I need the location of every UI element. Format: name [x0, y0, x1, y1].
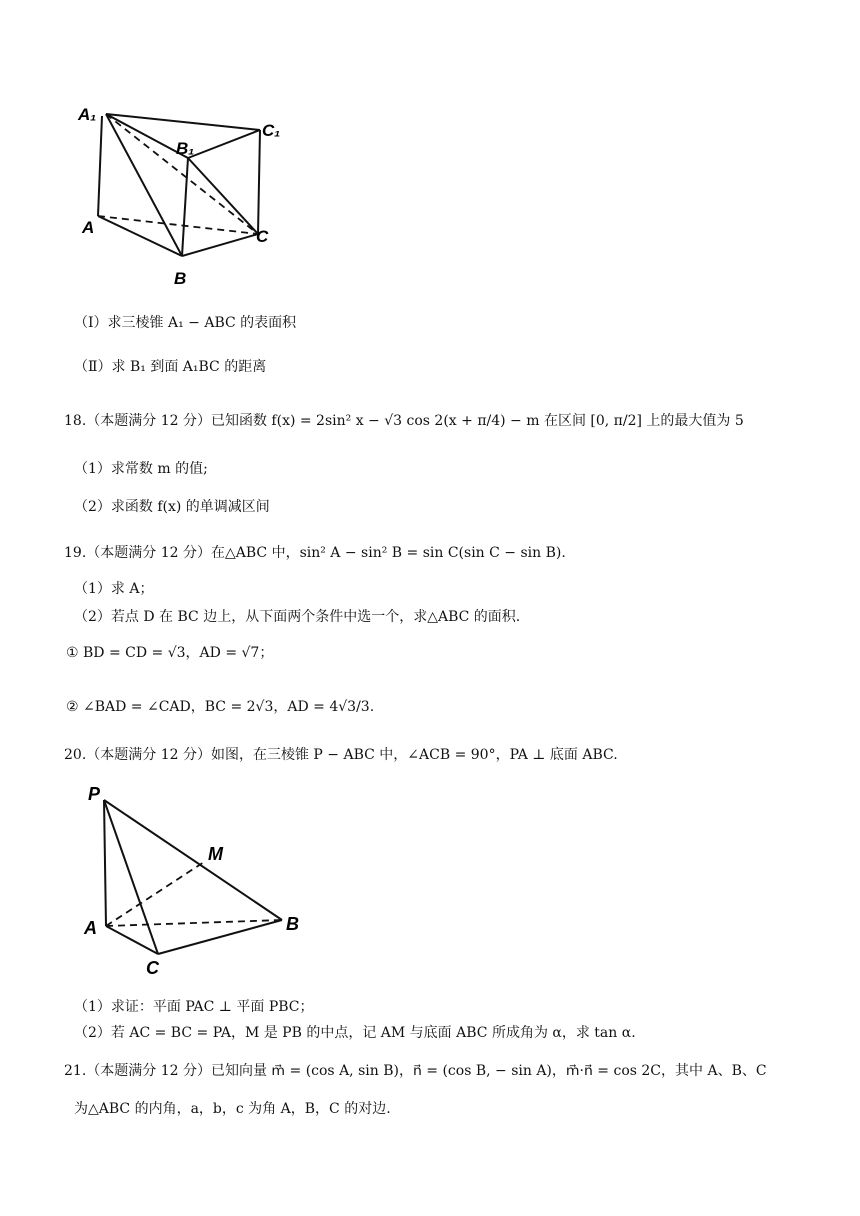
label-b: B [286, 914, 299, 934]
q17-part1: （Ⅰ）求三棱锥 A₁ − ABC 的表面积 [74, 315, 297, 331]
q18-part2: （2）求函数 f(x) 的单调减区间 [74, 499, 270, 515]
q19-part1: （1）求 A； [74, 581, 154, 597]
q17-part2: （Ⅱ）求 B₁ 到面 A₁BC 的距离 [74, 359, 267, 375]
prism-figure [70, 96, 310, 296]
q19-stem: 19.（本题满分 12 分）在△ABC 中，sin² A − sin² B = sin C(sin C − sin B). [64, 545, 566, 561]
label-b1: B₁ [176, 139, 195, 158]
label-a: A [82, 218, 95, 237]
label-c: C [256, 227, 269, 246]
q19-cond1: ① BD = CD = √3，AD = √7； [66, 645, 274, 661]
label-b: B [174, 269, 187, 288]
q21-line2: 为△ABC 的内角，a，b，c 为角 A，B，C 的对边. [74, 1101, 391, 1117]
label-c1: C₁ [262, 121, 281, 140]
label-a1: A₁ [78, 105, 97, 124]
label-m: M [208, 844, 223, 864]
q18-stem: 18.（本题满分 12 分）已知函数 f(x) = 2sin² x − √3 cos 2(x + π/4) − m 在区间 [0, π/2] 上的最大值为 5 [64, 413, 744, 429]
q18-part1: （1）求常数 m 的值; [74, 461, 208, 477]
q20-part1: （1）求证：平面 PAC ⊥ 平面 PBC； [74, 999, 314, 1015]
q19-part2: （2）若点 D 在 BC 边上，从下面两个条件中选一个，求△ABC 的面积. [74, 609, 521, 625]
pyramid-figure [76, 778, 316, 978]
q21-line1: 21.（本题满分 12 分）已知向量 m⃗ = (cos A, sin B)，n⃗ = (cos B, − sin A)，m⃗·n⃗ = cos 2C，其中 A、B、C [64, 1063, 767, 1079]
q20-part2: （2）若 AC = BC = PA，M 是 PB 的中点，记 AM 与底面 ABC 所成角为 α，求 tan α. [74, 1025, 636, 1041]
q19-cond2: ② ∠BAD = ∠CAD，BC = 2√3，AD = 4√3/3. [66, 699, 375, 715]
label-p: P [88, 784, 101, 804]
label-a: A [84, 918, 97, 938]
q20-stem: 20.（本题满分 12 分）如图，在三棱锥 P − ABC 中，∠ACB = 90°，PA ⊥ 底面 ABC. [64, 747, 618, 763]
label-c: C [146, 958, 159, 978]
